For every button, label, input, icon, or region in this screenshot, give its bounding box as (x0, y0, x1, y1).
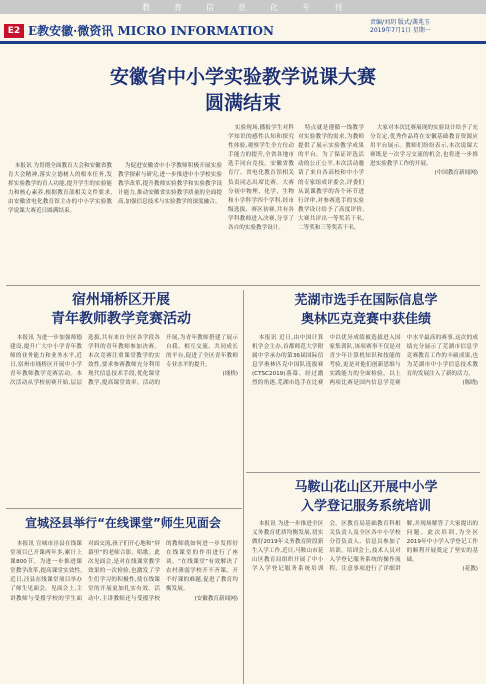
lead-headline-line1: 安徽省中小学实验教学说课大赛 (109, 66, 376, 88)
story5-headline-line1: 马鞍山花山区开展中小学 (294, 480, 438, 495)
band-char: 刊 (334, 2, 344, 12)
lead-column-1 (8, 162, 112, 272)
story3-source: (陈晓) (462, 380, 478, 387)
column-divider (243, 290, 244, 684)
lead-paragraph: 为促进安徽省中小学教师积极开展实验教学探索与研究,进一步推进中小学校实验教学改革,提升教师实验教学和实验教学设计能力,推动安徽省实验教学质量的全面提高,加强信息技术与实验教学的深度融合。 (118, 163, 222, 206)
band-char: 育 (174, 2, 184, 12)
story3-headline-line2: 奥林匹克竞赛中获佳绩 (300, 312, 431, 327)
band-char: 化 (270, 2, 280, 12)
lead-paragraph: 大家对本次比赛展现的实验设计给予了充分肯定,优秀作品将在安徽基础教育资源应用平台展示。教师们纷纷表示,本次说课大赛既是一次学习交流的机会,也将进一步推进实验教学工作的开展。 (370, 125, 478, 168)
story4-body (10, 540, 238, 680)
story5-headline (252, 478, 480, 516)
divider (6, 285, 480, 286)
story5-text: 本报讯 为进一步推进全区义务教育优质均衡发展,切实做好2019年义务教育阶段新生入学工作,近日,马鞍山市花山区教育局组织开展了中小学入学登记服务系统培训会。区教育局基础教育科相关负责人及全区各中小学校分管负责人、信息员参加了培训。培训会上,技术人员对入学登记服务系统的操作流程、注意事项进行了详细讲解,并现场解答了大家提出的问题。此次培训,为全区2019年中小学入学登记工作的顺利开展奠定了坚实的基础。 (252, 521, 478, 573)
story2-text: 本报讯 为进一步加强师德建设,提升广大中小学青年教师的业务能力和业务水平,近日,宿州市埇桥区开展中小学青年教师教学竞赛活动。本次活动从学校初赛开始,层层选拔,共有来自全区各学段各学科的青年教师参加决赛。本次竞赛注重课堂教学的实效性,要求参赛教师充分利用现代信息技术手段,优化课堂教学,提高课堂效率。活动的开展,为青年教师搭建了展示自我、相互交流、共同成长的平台,促进了全区青年教师专业水平的提升。 (10, 335, 238, 387)
story2-headline-line2: 青年教师教学竞赛活动 (51, 311, 191, 327)
story3-text: 本报讯 近日,由中国计算机学会主办,首都师范大学附属中学承办的第36届国际信息学奥林匹克中国队选拔赛(CTSC2019)落幕。经过激烈的角逐,芜湖市选手在比赛中以优异成绩被选拔进入国家集训队,该项赛事不仅是对青少年计算机知识和技能的考验,更是对他们创新思维与实践能力的全面检验。以上两项比赛是国内信息学竞赛中水平最高的赛事,这次的成绩充分展示了芜湖市信息学竞赛教育工作的丰硕成果,也为芜湖市中小学信息技术教育的发展注入了新的活力。 (252, 335, 478, 387)
lead-paragraph: 特点就是遵循一线教学对实验教学的需求,为教师提供了展示实验教学成果的平台。为了保证评选活动的公正公平,本次活动邀请了来自各高校和中小学的专家组成评委会,评委们从说课教学的各个环节进行评审,对参赛选手的实验教学设计给予了高度评价,大赛共评出一等奖若干名,二等奖和三等奖若干名。 (298, 125, 364, 232)
story5-body (252, 520, 478, 680)
masthead-rule (0, 41, 486, 44)
story4-text: 本报讯 宣城市泾县在线课堂项目已开课两年多,累计上课800节。为进一步推进课堂教学改革,提高课堂实效性,近日,泾县在线课堂项目举办了师生见面会。见面会上,主讲教师与受援学校的学生面对面交流,孩子们开心地和“屏幕里”的老师合影、唱歌。此次见面会,是对在线课堂教学效果的一次检验,也激发了学生们学习的积极性,使在线课堂的开展更加扎实有效。活动中,主讲教师还与受援学校的教师就如何进一步发挥好在线课堂的作用进行了座谈。“在线课堂”有效解决了农村薄弱学校开不齐课、开不好课的难题,促进了教育均衡发展。 (10, 541, 238, 602)
story2-body (10, 334, 238, 502)
band-char: 教 (142, 2, 152, 12)
lead-paragraph: 实验现场,播报学生对科学知识的感性认知和探究性体验,观察学生全方位动手能力的提升,全省各地市选手同台竞技。安徽省教育厅、省电化教育馆相关负责同志出席比赛。大赛分初中物理、化学、生物和小学科学四个学科,经市级选拔、赛区初赛,共有各学科教师进入决赛,分享了各自的实验教学设计。 (228, 125, 294, 232)
section-band (0, 0, 486, 14)
divider (246, 472, 480, 473)
issue-date: 2019年7月1日 星期一 (370, 27, 431, 34)
lead-source: (中国教育新闻网) (434, 170, 478, 177)
lead-column-2 (118, 162, 222, 272)
story2-source: (埇桥) (222, 371, 238, 378)
editor-credit: 责编/刘玥 版式/龚兆玉 (370, 19, 430, 26)
edition-meta (370, 19, 480, 35)
lead-column-5 (370, 124, 478, 272)
band-char: 信 (206, 2, 216, 12)
band-char: 专 (302, 2, 312, 12)
story4-headline: 宣城泾县举行“在线课堂”师生见面会 (25, 516, 221, 530)
story2-headline-line1: 宿州埇桥区开展 (72, 292, 170, 308)
lead-paragraph: 本报讯 为贯彻全面教育大会和安徽省教育大会精神,落实立德树人的根本任务,发挥实验教学的育人功能,提升学生的实验能力和核心素养,根据教育部相关文件要求,由安徽省电化教育馆主办的中小学实验教学说课大赛近日圆满结束。 (8, 163, 112, 215)
story2-headline (10, 291, 232, 329)
band-char: 息 (238, 2, 248, 12)
story4-source: (安徽教育新闻网) (194, 595, 238, 602)
story5-source: (花教) (462, 566, 478, 573)
divider (6, 508, 242, 509)
lead-headline-line2: 圆满结束 (204, 92, 281, 114)
lead-column-3 (228, 124, 294, 272)
story3-body (252, 334, 478, 464)
page-number-badge: E2 (4, 24, 24, 38)
masthead-title: E教安徽·微资讯 MICRO INFORMATION (28, 24, 274, 38)
story5-headline-line2: 入学登记服务系统培训 (300, 499, 431, 514)
lead-headline (0, 64, 486, 116)
story3-headline-line1: 芜湖市选手在国际信息学 (294, 293, 438, 308)
lead-column-4 (298, 124, 364, 272)
story3-headline (252, 291, 480, 329)
